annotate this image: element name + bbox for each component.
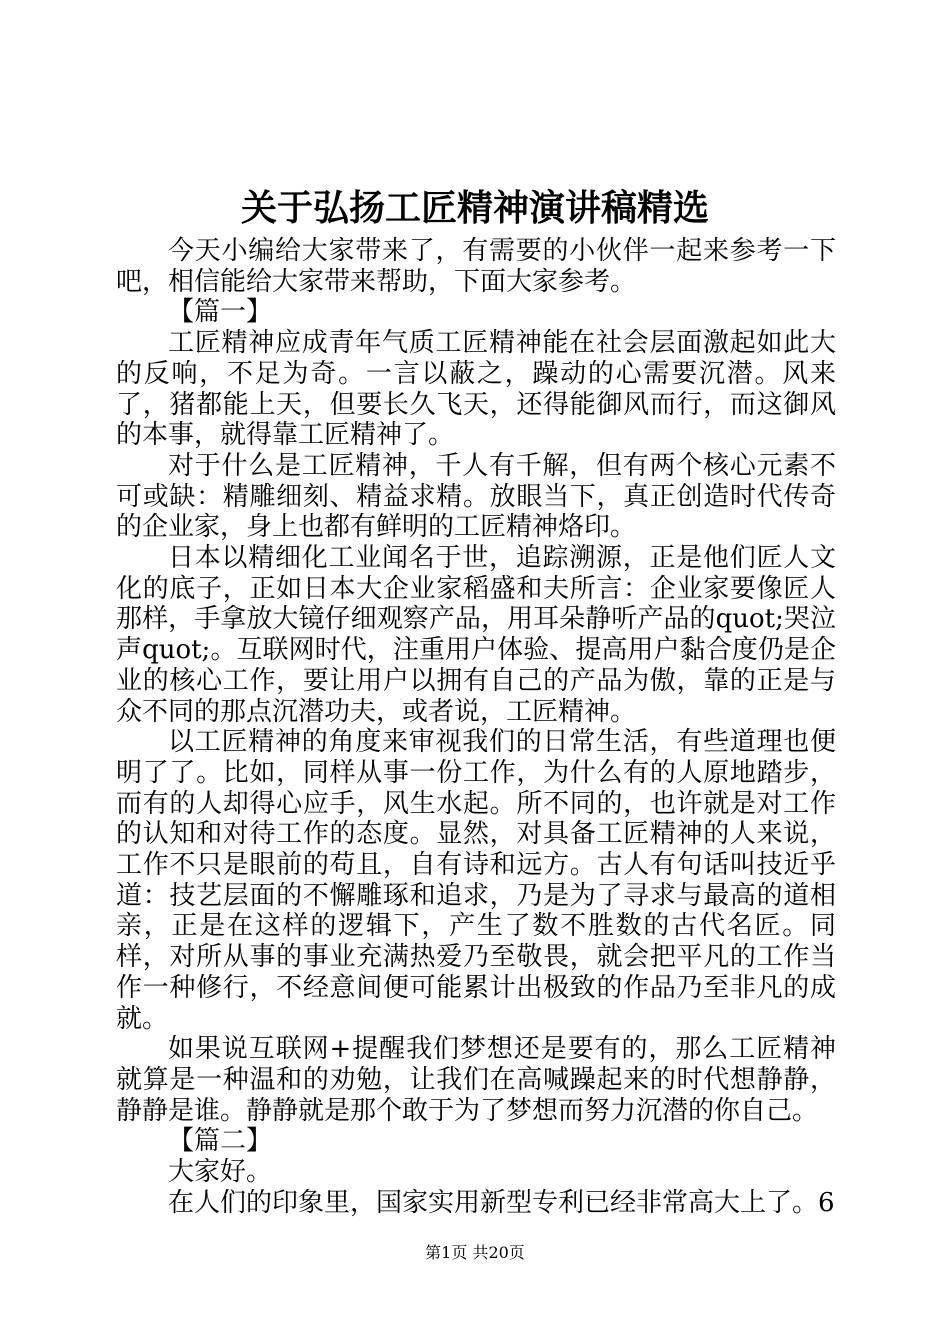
paragraph: 对于什么是工匠精神，千人有千解，但有两个核心元素不可或缺：精雕细刻、精益求精。放眼当下，真正创造时代传奇的企业家，身上也都有鲜明的工匠精神烙印。 (116, 450, 836, 543)
paragraph: 以工匠精神的角度来审视我们的日常生活，有些道理也便明了了。比如，同样从事一份工作，为什么有的人原地踏步，而有的人却得心应手，风生水起。所不同的，也许就是对工作的认知和对待工作的态度。显然，对具备工匠精神的人来说，工作不只是眼前的苟且，自有诗和远方。古人有句话叫技近乎道：技艺层面的不懈雕琢和追求，乃是为了寻求与最高的道相亲，正是在这样的逻辑下，产生了数不胜数的古代名匠。同样，对所从事的事业充满热爱乃至敬畏，就会把平凡的工作当作一种修行，不经意间便可能累计出极致的作品乃至非凡的成就。 (116, 727, 836, 1034)
paragraph: 日本以精细化工业闻名于世，追踪溯源，正是他们匠人文化的底子，正如日本大企业家稻盛和夫所言：企业家要像匠人那样，手拿放大镜仔细观察产品，用耳朵静听产品的quot;哭泣声quot;。互联网时代，注重用户体验、提高用户黏合度仍是企业的核心工作，要让用户以拥有自己的产品为傲，靠的正是与众不同的那点沉潜功夫，或者说，工匠精神。 (116, 543, 836, 727)
paragraph: 在人们的印象里，国家实用新型专利已经非常高大上了。6 (168, 1187, 835, 1218)
paragraph: 工匠精神应成青年气质工匠精神能在社会层面激起如此大的反响，不足为奇。一言以蔽之，躁动的心需要沉潜。风来了，猪都能上天，但要长久飞天，还得能御风而行，而这御风的本事，就得靠工匠精神了。 (116, 328, 836, 451)
section-heading-1: 【篇一】 (168, 297, 273, 328)
paragraph: 如果说互联网+提醒我们梦想还是要有的，那么工匠精神就算是一种温和的劝勉，让我们在高喊躁起来的时代想静静，静静是谁。静静就是那个敢于为了梦想而努力沉潜的你自己。 (116, 1034, 836, 1126)
page-footer: 第1页 共20页 (425, 1243, 525, 1262)
paragraph: 大家好。 (168, 1157, 273, 1188)
paragraph-intro: 今天小编给大家带来了，有需要的小伙伴一起来参考一下吧，相信能给大家带来帮助，下面大家参考。 (116, 236, 836, 297)
document-body (116, 236, 836, 1219)
section-heading-2: 【篇二】 (168, 1126, 273, 1157)
page-title: 关于弘扬工匠精神演讲稿精选 (240, 187, 709, 229)
